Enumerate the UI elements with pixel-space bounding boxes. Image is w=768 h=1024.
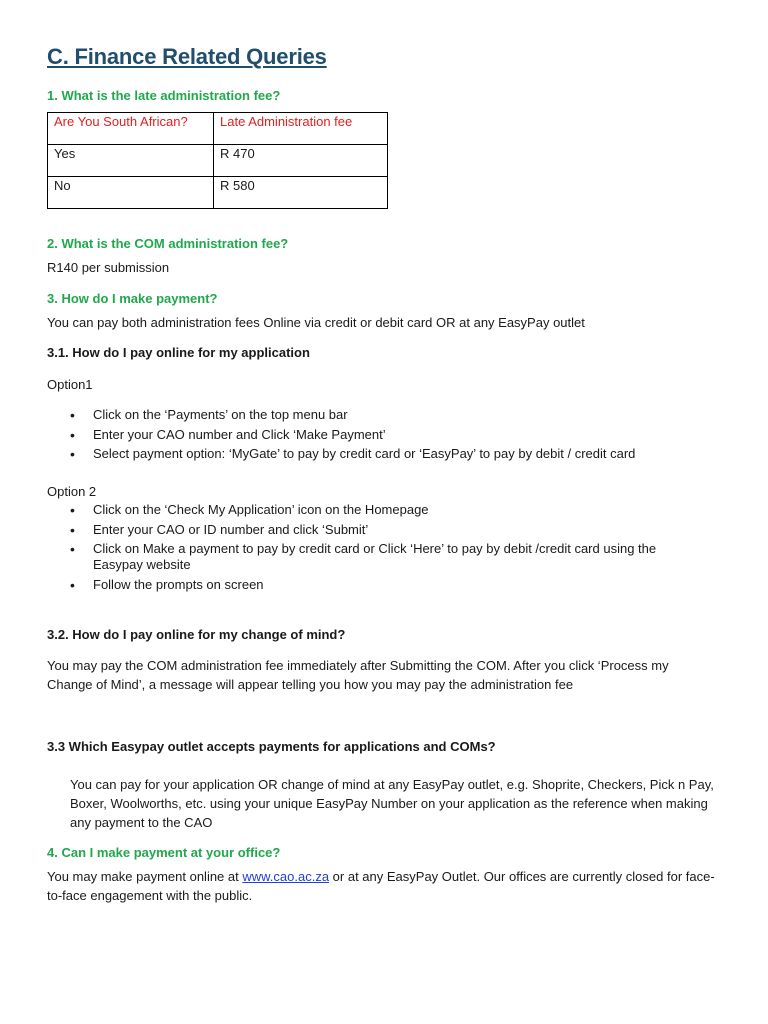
list-item: • Select payment option: ‘MyGate’ to pay by credit card or ‘EasyPay’ to pay by debit / credit card	[47, 446, 707, 462]
answer-text: or at any EasyPay Outlet. Our offices are currently closed for face-to-face engagement with the public.	[47, 869, 715, 903]
table-row	[48, 145, 388, 177]
table-header-cell: Late Administration fee	[214, 113, 388, 145]
page-title: C. Finance Related Queries	[47, 44, 327, 69]
question-2-heading: 2. What is the COM administration fee?	[47, 236, 289, 251]
answer-text: You may make payment online at	[47, 869, 243, 884]
table-header-row	[48, 113, 388, 145]
table-cell: R 580	[214, 177, 388, 209]
table-cell: Yes	[48, 145, 214, 177]
option-2-label: Option 2	[47, 484, 97, 499]
question-4-answer	[47, 867, 727, 905]
table-cell: No	[48, 177, 214, 209]
list-item: • Click on the ‘Check My Application’ icon on the Homepage	[47, 502, 707, 518]
question-3-3-answer: You can pay for your application OR change of mind at any EasyPay outlet, e.g. Shoprite, Checkers, Pick n Pay, Boxer, Woolworths, etc. using your unique EasyPay Number on your application as the reference when making any payment to the CAO	[70, 777, 714, 830]
question-3-answer: You can pay both administration fees Online via credit or debit card OR at any EasyPay outlet	[47, 315, 585, 330]
cao-website-link[interactable]: www.cao.ac.za	[242, 869, 330, 884]
question-4-heading: 4. Can I make payment at your office?	[47, 845, 281, 860]
list-item: • Enter your CAO or ID number and click ‘Submit’	[47, 522, 707, 538]
list-item: • Click on Make a payment to pay by credit card or Click ‘Here’ to pay by debit /credit card using the Easypay website	[47, 541, 707, 573]
question-3-1-heading: 3.1. How do I pay online for my application	[47, 345, 310, 360]
question-3-2-heading: 3.2. How do I pay online for my change of mind?	[47, 627, 346, 642]
late-fee-table	[47, 112, 388, 209]
list-item: • Enter your CAO number and Click ‘Make Payment’	[47, 427, 707, 443]
table-header-cell: Are You South African?	[48, 113, 214, 145]
question-1-heading: 1. What is the late administration fee?	[47, 88, 281, 103]
list-item: • Click on the ‘Payments’ on the top menu bar	[47, 407, 707, 423]
question-3-heading: 3. How do I make payment?	[47, 291, 218, 306]
table-row	[48, 177, 388, 209]
list-item: • Follow the prompts on screen	[47, 577, 707, 593]
table-cell: R 470	[214, 145, 388, 177]
question-3-3-heading: 3.3 Which Easypay outlet accepts payments for applications and COMs?	[47, 739, 496, 754]
option-1-list	[47, 407, 707, 462]
option-1-label: Option1	[47, 377, 93, 392]
option-2-list	[47, 502, 707, 593]
question-3-2-answer: You may pay the COM administration fee immediately after Submitting the COM. After you click ‘Process my Change of Mind’, a message will appear telling you how you may pay the administration fee	[47, 658, 669, 692]
question-2-answer: R140 per submission	[47, 260, 170, 275]
